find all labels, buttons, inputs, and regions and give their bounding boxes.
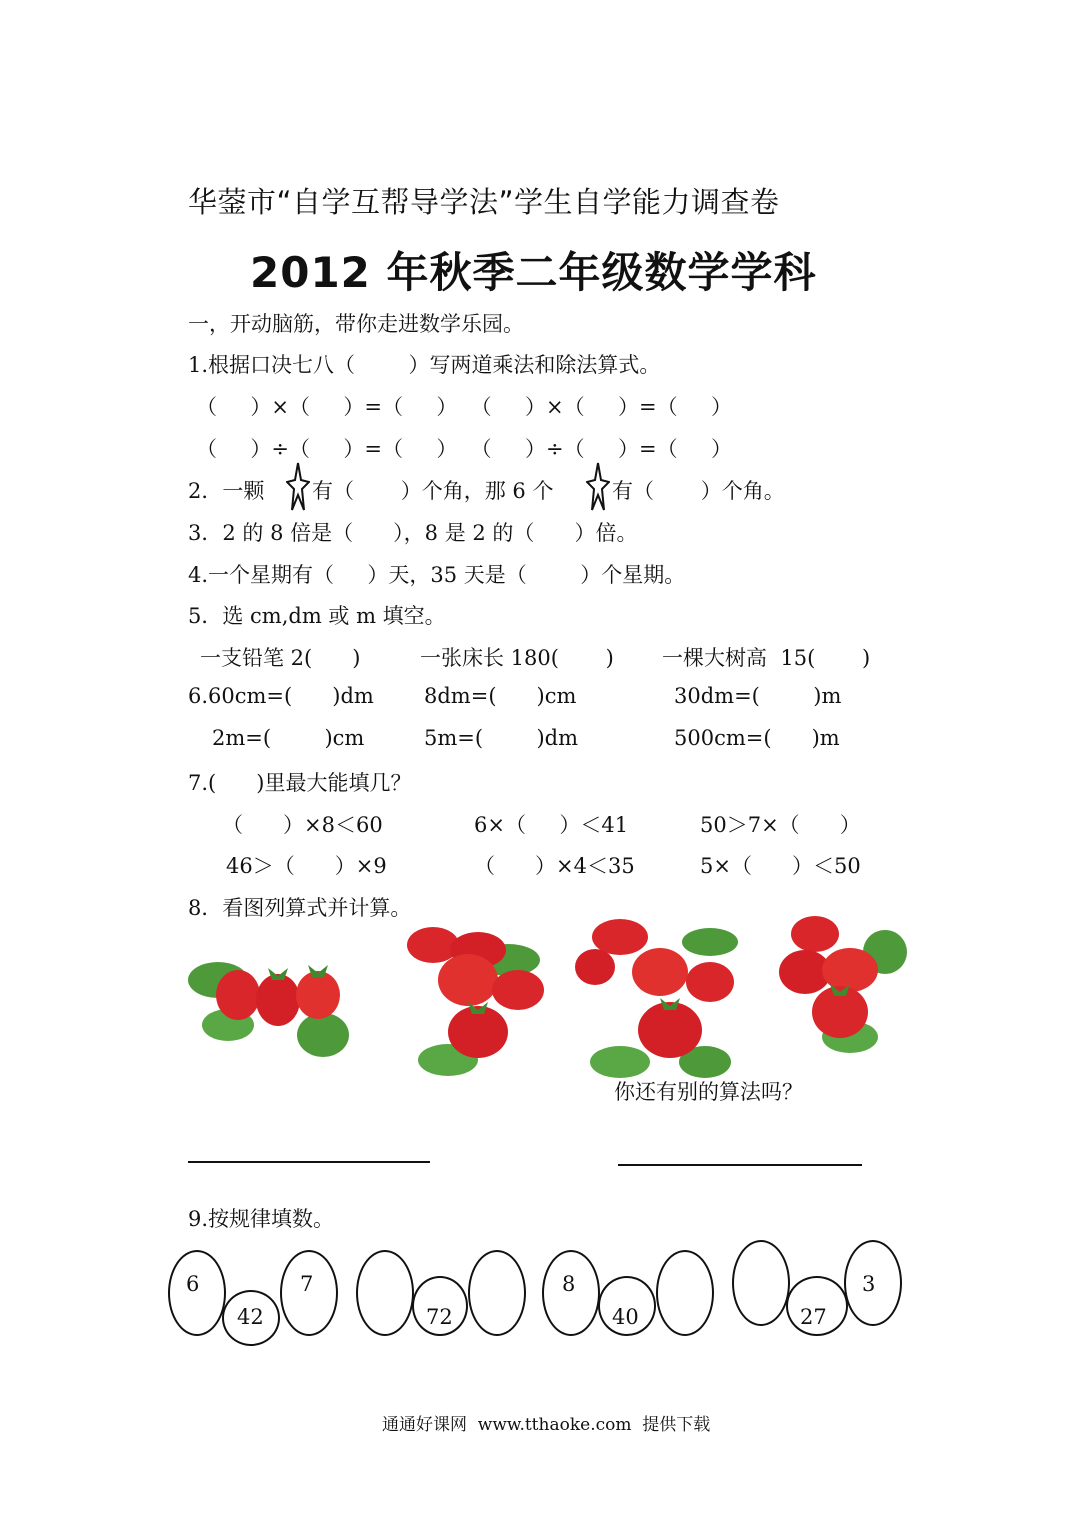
section-heading: 一，开动脑筋，带你走进数学乐园。 xyxy=(188,312,524,336)
question-2-part-b: 有（ ）个角，那 6 个 xyxy=(312,479,554,503)
footer-text: 通通好课网 www.tthaoke.com 提供下载 xyxy=(382,1415,711,1435)
question-7-item: 6×（ ）＜41 xyxy=(474,813,629,837)
question-5: 5．选 cm,dm 或 m 填空。 xyxy=(188,604,446,628)
strawberry-picture-4 xyxy=(760,912,912,1062)
answer-line[interactable] xyxy=(618,1164,862,1166)
question-4: 4.一个星期有（ ）天，35 天是（ ）个星期。 xyxy=(188,563,686,587)
number-value: 40 xyxy=(612,1305,639,1329)
star-icon xyxy=(286,462,310,512)
question-7: 7.( )里最大能填几？ xyxy=(188,771,412,795)
exam-subtitle: 2012 年秋季二年级数学学科 xyxy=(250,248,817,297)
question-6-item: 30dm=( )m xyxy=(674,684,842,708)
strawberry-picture-3 xyxy=(178,940,350,1062)
strawberry-picture-6 xyxy=(570,912,742,1084)
question-2-part-a: 2．一颗 xyxy=(188,479,265,503)
number-ellipse[interactable] xyxy=(468,1250,526,1336)
question-8: 8．看图列算式并计算。 xyxy=(188,896,412,920)
question-1: 1.根据口决七八（ ）写两道乘法和除法算式。 xyxy=(188,353,661,377)
question-2-part-c: 有（ ）个角。 xyxy=(612,479,785,503)
question-7-item: （ ）×4＜35 xyxy=(474,854,635,878)
question-7-item: 50＞7×（ ） xyxy=(700,813,861,837)
number-ellipse[interactable] xyxy=(656,1250,714,1336)
question-6-item: 5m=( )dm xyxy=(424,726,579,750)
number-value: 42 xyxy=(237,1305,264,1329)
star-icon xyxy=(586,462,610,512)
question-6-item: 2m=( )cm xyxy=(212,726,365,750)
question-6-item: 8dm=( )cm xyxy=(424,684,577,708)
question-9: 9.按规律填数。 xyxy=(188,1207,335,1231)
number-value: 27 xyxy=(800,1305,827,1329)
number-value: 3 xyxy=(862,1272,876,1296)
question-8-prompt: 你还有别的算法吗？ xyxy=(614,1080,803,1104)
number-value: 7 xyxy=(300,1272,314,1296)
question-5-item: 一张床长 180( ) xyxy=(420,646,614,670)
number-value: 6 xyxy=(186,1272,200,1296)
number-ellipse[interactable] xyxy=(732,1240,790,1326)
question-6-item: 500cm=( )m xyxy=(674,726,840,750)
question-5-item: 一支铅笔 2( ) xyxy=(200,646,361,670)
number-value: 8 xyxy=(562,1272,576,1296)
number-ellipse[interactable] xyxy=(356,1250,414,1336)
question-5-item: 一棵大树高 15( ) xyxy=(662,646,871,670)
strawberry-picture-5 xyxy=(378,920,550,1080)
exam-title: 华蓥市“自学互帮导学法”学生自学能力调查卷 xyxy=(188,185,780,219)
question-1-division-row: （ ）÷（ ）=（ ） （ ）÷（ ）=（ ） xyxy=(196,437,732,461)
number-value: 72 xyxy=(426,1305,453,1329)
question-6-item: 6.60cm=( )dm xyxy=(188,684,374,708)
question-1-multiplication-row: （ ）×（ ）=（ ） （ ）×（ ）=（ ） xyxy=(196,395,732,419)
question-7-item: 46＞（ ）×9 xyxy=(226,854,387,878)
answer-line[interactable] xyxy=(188,1161,430,1163)
question-7-item: 5×（ ）＜50 xyxy=(700,854,861,878)
question-3: 3．2 的 8 倍是（ ），8 是 2 的（ ）倍。 xyxy=(188,521,638,545)
question-7-item: （ ）×8＜60 xyxy=(222,813,383,837)
